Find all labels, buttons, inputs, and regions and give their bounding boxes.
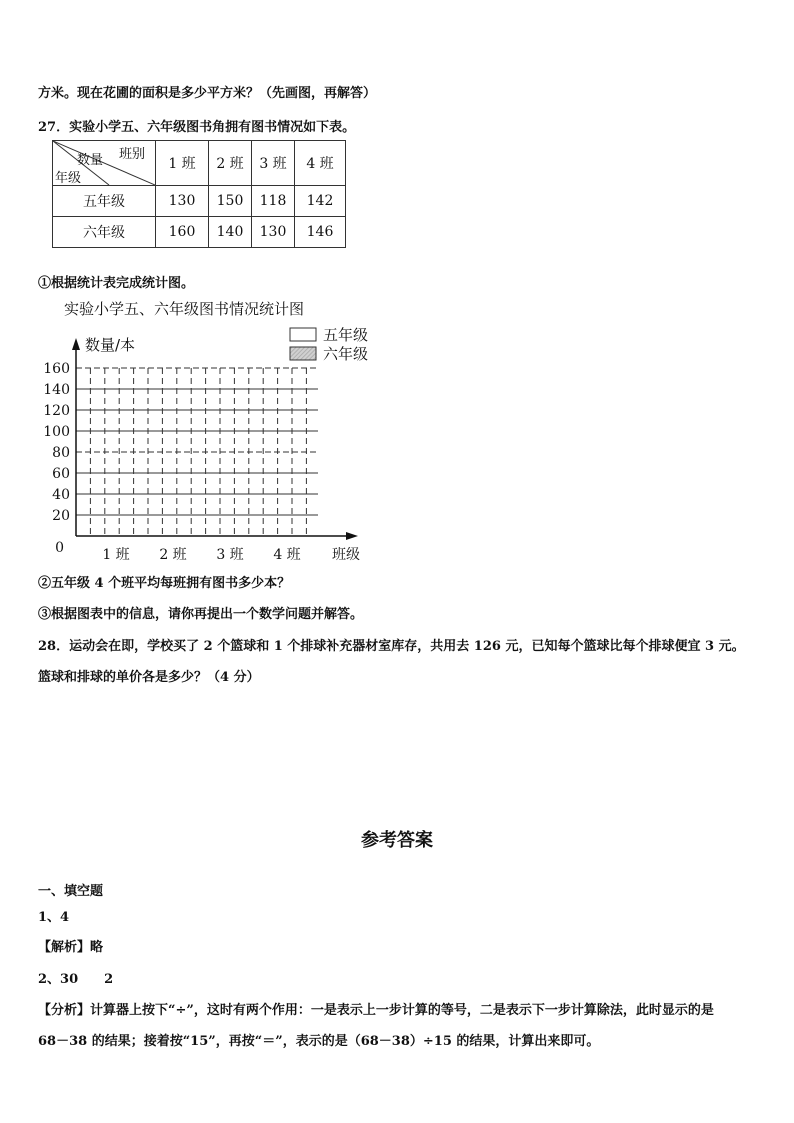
table-cell: 160 [156,217,209,248]
answer-1-analysis: 【解析】略 [38,940,104,955]
x-tick-label: 3 班 [216,547,244,563]
y-tick-label: 160 [43,361,70,377]
column-header: 2 班 [209,141,252,186]
answer-1: 1、4 [38,910,70,925]
table-cell: 140 [209,217,252,248]
y-axis-label: 数量/本 [85,336,136,354]
table-cell: 118 [252,186,295,217]
question-28-line-2: 篮球和排球的单价各是多少？（4 分） [38,670,260,685]
question-27-part-3: ③根据图表中的信息，请你再提出一个数学问题并解答。 [38,607,364,622]
answers-section-heading: 一、填空题 [38,884,104,899]
answer-2-analysis-2: 68－38 的结果；接着按“15”，再按“＝”，表示的是（68－38）÷15 的结果，计算出来即可。 [38,1034,600,1049]
x-axis-arrow [346,532,358,540]
column-header: 4 班 [295,141,346,186]
question-27-part-1: ①根据统计表完成统计图。 [38,276,195,291]
x-axis-label: 班级 [332,547,360,563]
row-label: 五年级 [53,186,156,217]
legend-label: 五年级 [323,326,369,344]
answers-title: 参考答案 [361,830,433,851]
table-cell: 142 [295,186,346,217]
chart-title: 实验小学五、六年级图书情况统计图 [64,300,305,318]
y-tick-label: 80 [52,445,70,461]
legend-label: 六年级 [323,345,369,363]
column-header: 3 班 [252,141,295,186]
y-tick-label: 60 [52,466,70,482]
y-tick-label: 140 [43,382,70,398]
x-tick-label: 1 班 [102,547,130,563]
row-label: 六年级 [53,217,156,248]
question-26-tail: 方米。现在花圃的面积是多少平方米？（先画图，再解答） [38,86,377,101]
answer-2: 2、30 2 [38,972,114,987]
y-tick-label: 40 [52,487,70,503]
header-grade: 年级 [55,171,82,186]
y-tick-label: 100 [43,424,70,440]
question-27-stem: 27．实验小学五、六年级图书角拥有图书情况如下表。 [38,120,356,135]
book-stats-table [52,140,346,248]
y-tick-label: 120 [43,403,70,419]
column-header: 1 班 [156,141,209,186]
origin-label: 0 [55,540,64,556]
header-quantity: 数量 [77,153,104,168]
table-diagonal-header [53,141,156,186]
table-cell: 130 [252,217,295,248]
x-tick-label: 4 班 [273,547,301,563]
table-cell: 130 [156,186,209,217]
bar-chart [30,320,390,570]
answer-2-analysis-1: 【分析】计算器上按下“÷”，这时有两个作用：一是表示上一步计算的等号，二是表示下一步计算除法，此时显示的是 [38,1003,714,1018]
legend-swatch [290,347,316,360]
question-28-line-1: 28．运动会在即，学校买了 2 个篮球和 1 个排球补充器材室库存，共用去 126 元，已知每个篮球比每个排球便宜 3 元。 [38,639,745,654]
header-class: 班别 [119,147,146,162]
y-axis-arrow [72,338,80,350]
table-cell: 146 [295,217,346,248]
question-27-part-2: ②五年级 4 个班平均每班拥有图书多少本？ [38,576,291,591]
y-tick-label: 20 [52,508,70,524]
table-cell: 150 [209,186,252,217]
legend-swatch [290,328,316,341]
x-tick-label: 2 班 [159,547,187,563]
